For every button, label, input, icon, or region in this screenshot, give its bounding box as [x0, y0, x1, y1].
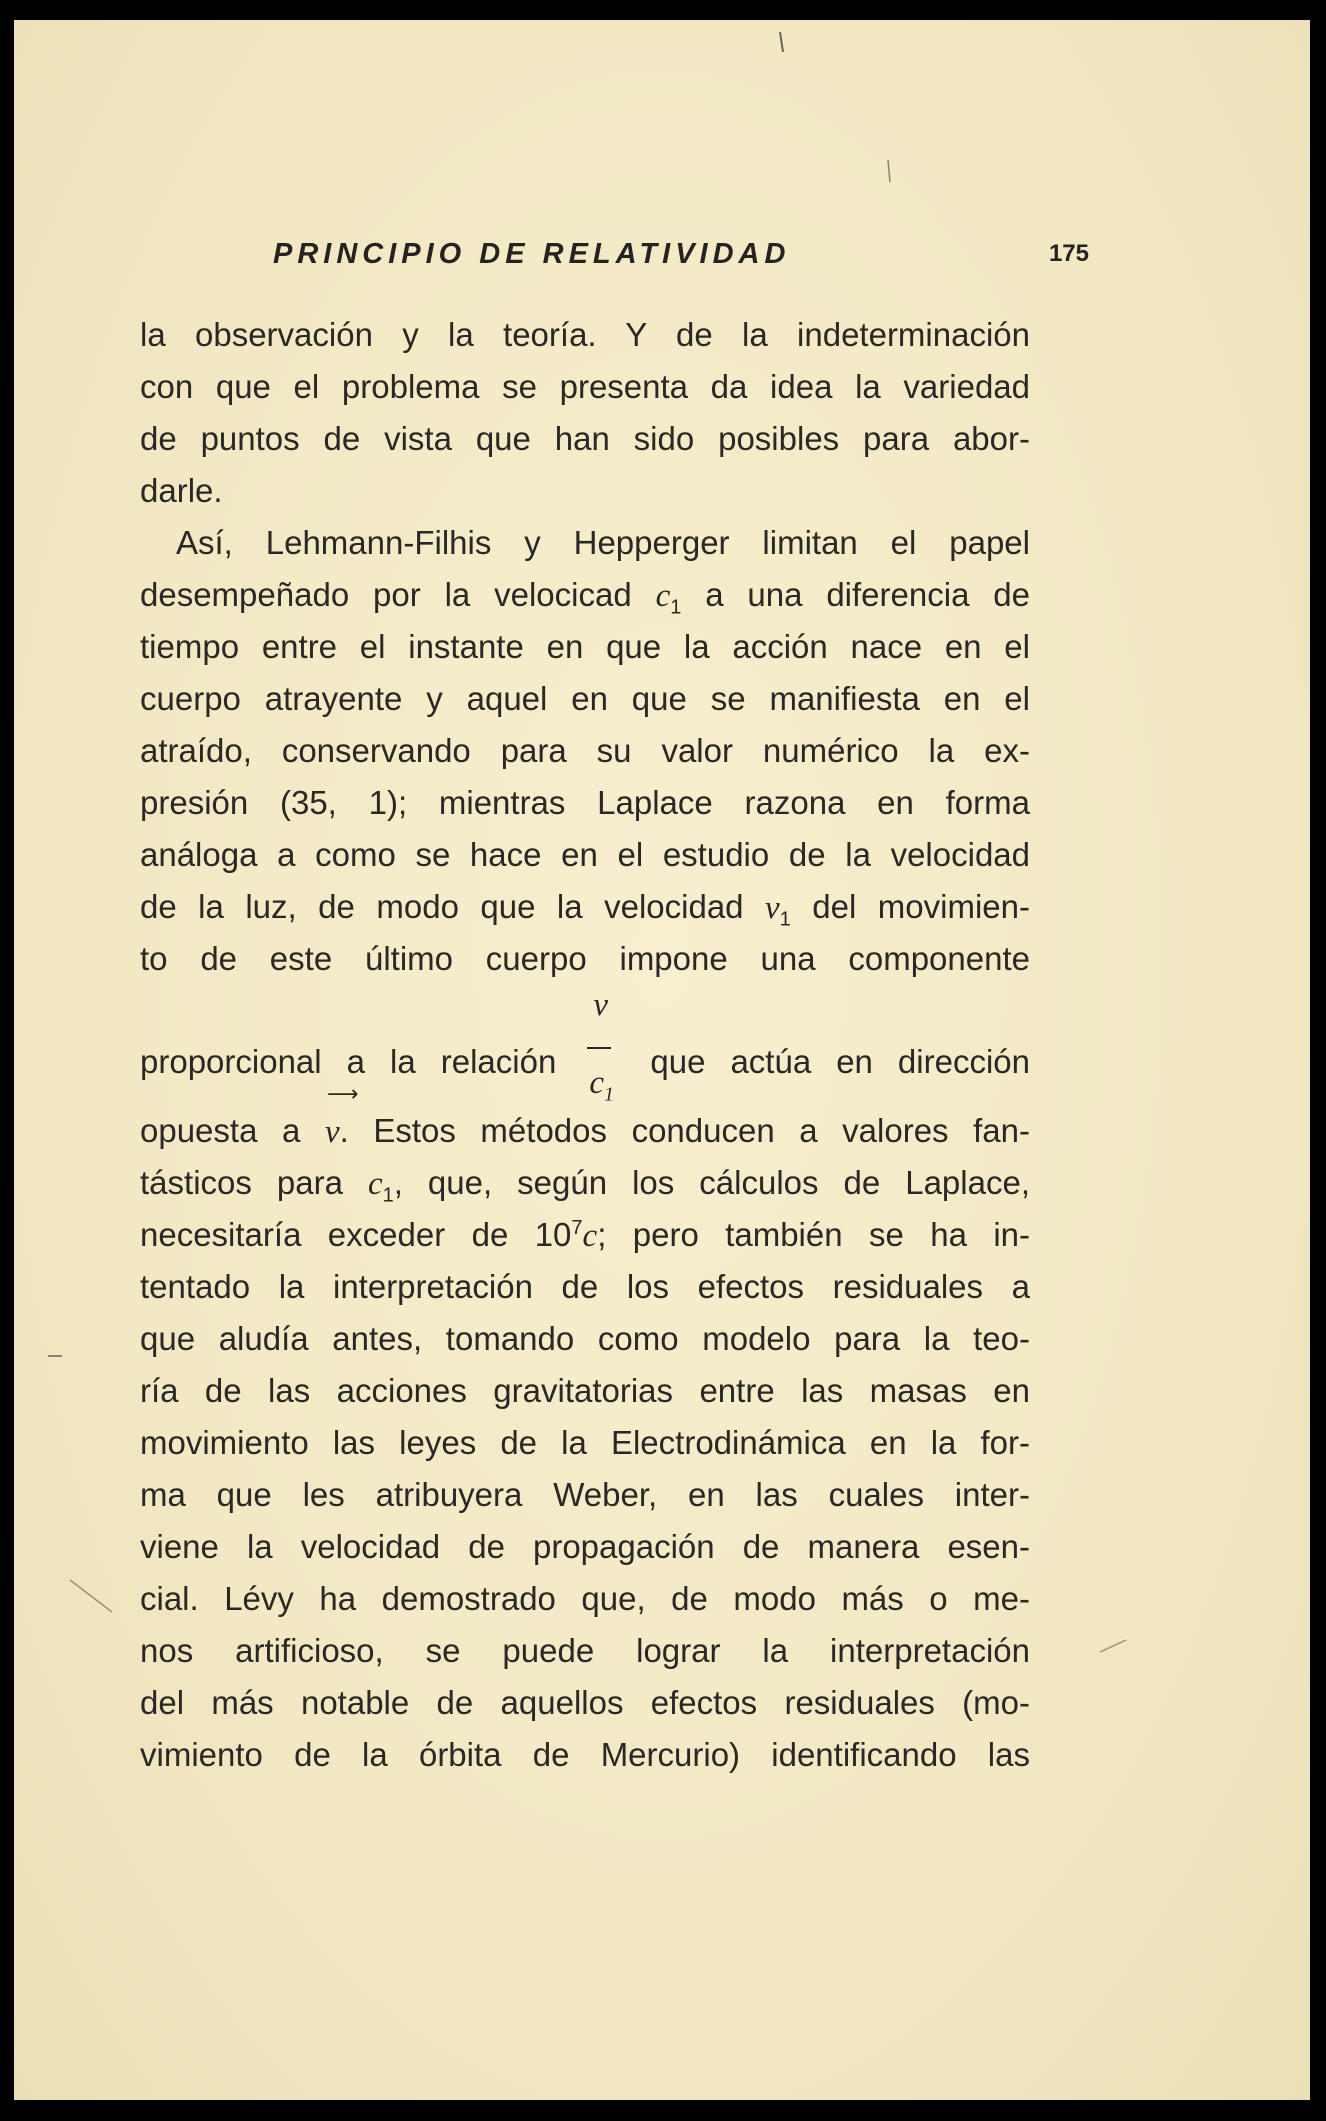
text-line: Así, Lehmann-Filhis y Hepperger limitan el papel: [176, 524, 1030, 561]
math-v: v: [324, 1114, 340, 1150]
text-line: presión (35, 1); mientras Laplace razona en forma: [140, 784, 1030, 821]
text-line: [140, 881, 1030, 933]
math-v: v: [765, 890, 780, 926]
text-segment: . Estos métodos conducen a valores fan-: [339, 1112, 1030, 1149]
text-line: que aludía antes, tomando como modelo para la teo-: [140, 1320, 1030, 1357]
text-line: [140, 1209, 1030, 1261]
fraction-numerator: v: [593, 987, 608, 1023]
text-line: tiempo entre el instante en que la acción nace en el: [140, 628, 1030, 665]
text-line: to de este último cuerpo impone una componente: [140, 940, 1030, 977]
math-subscript: 1: [670, 596, 682, 619]
text-line: con que el problema se presenta da idea la variedad: [140, 368, 1030, 405]
fraction-v-over-c1: [581, 987, 625, 1106]
math-c: c: [589, 1065, 604, 1101]
text-segment: opuesta a: [140, 1112, 301, 1149]
text-segment: del movimien-: [812, 888, 1030, 925]
text-line: cuerpo atrayente y aquel en que se manifiesta en el: [140, 680, 1030, 717]
text-line: tentado la interpretación de los efectos residuales a: [140, 1268, 1030, 1305]
text-segment: desempeñado por la velocicad: [140, 576, 632, 613]
text-line: ma que les atribuyera Weber, en las cuales inter-: [140, 1476, 1030, 1513]
text-line: [140, 569, 1030, 621]
math-subscript: 1: [603, 1083, 614, 1106]
running-head: [273, 238, 1089, 278]
page-number: 175: [1048, 240, 1089, 267]
vector-arrow-icon: ⟶: [326, 1082, 359, 1107]
book-page: [14, 20, 1310, 2100]
vector-v: [324, 1082, 359, 1158]
text-segment: de la luz, de modo que la velocidad: [140, 888, 744, 925]
math-subscript: 1: [382, 1184, 394, 1207]
text-line: la observación y la teoría. Y de la indeterminación: [140, 316, 1030, 353]
text-line: darle.: [140, 472, 223, 509]
text-segment: a una diferencia de: [705, 576, 1030, 613]
math-c: c: [655, 578, 671, 614]
fraction-line-text: [140, 987, 1030, 1106]
math-exponent: 7: [571, 1217, 583, 1239]
text-line: ría de las acciones gravitatorias entre las masas en: [140, 1372, 1030, 1409]
fraction-bar: [587, 1047, 611, 1049]
math-subscript: 1: [779, 908, 791, 931]
running-title: PRINCIPIO DE RELATIVIDAD: [273, 238, 791, 270]
math-ten: 10: [534, 1216, 572, 1253]
text-line: nos artificioso, se puede lograr la interpretación: [140, 1632, 1030, 1669]
text-line: vimiento de la órbita de Mercurio) identificando las: [140, 1736, 1030, 1773]
text-line: del más notable de aquellos efectos residuales (mo-: [140, 1684, 1030, 1721]
text-segment: que actúa en dirección: [650, 1043, 1030, 1080]
math-c: c: [582, 1218, 598, 1254]
math-c: c: [367, 1166, 383, 1202]
text-segment: tásticos para: [140, 1164, 343, 1201]
fraction-line: [140, 985, 1030, 1105]
fraction-denominator: [589, 1057, 614, 1109]
text-line: movimiento las leyes de la Electrodinámica en la for-: [140, 1424, 1030, 1461]
text-segment: proporcional a la relación: [140, 1043, 557, 1080]
text-segment: , que, según los cálculos de Laplace,: [393, 1164, 1030, 1201]
text-line: atraído, conservando para su valor numérico la ex-: [140, 732, 1030, 769]
text-line: análoga a como se hace en el estudio de la velocidad: [140, 836, 1030, 873]
text-line: [140, 1157, 1030, 1209]
body-text: [140, 309, 1030, 1781]
text-line: cial. Lévy ha demostrado que, de modo más o me-: [140, 1580, 1030, 1617]
text-line: viene la velocidad de propagación de manera esen-: [140, 1528, 1030, 1565]
text-segment: necesitaría exceder de: [140, 1216, 509, 1253]
text-line: [140, 1082, 1030, 1157]
text-line: de puntos de vista que han sido posibles para abor-: [140, 420, 1030, 457]
text-segment: ; pero también se ha in-: [597, 1216, 1030, 1253]
